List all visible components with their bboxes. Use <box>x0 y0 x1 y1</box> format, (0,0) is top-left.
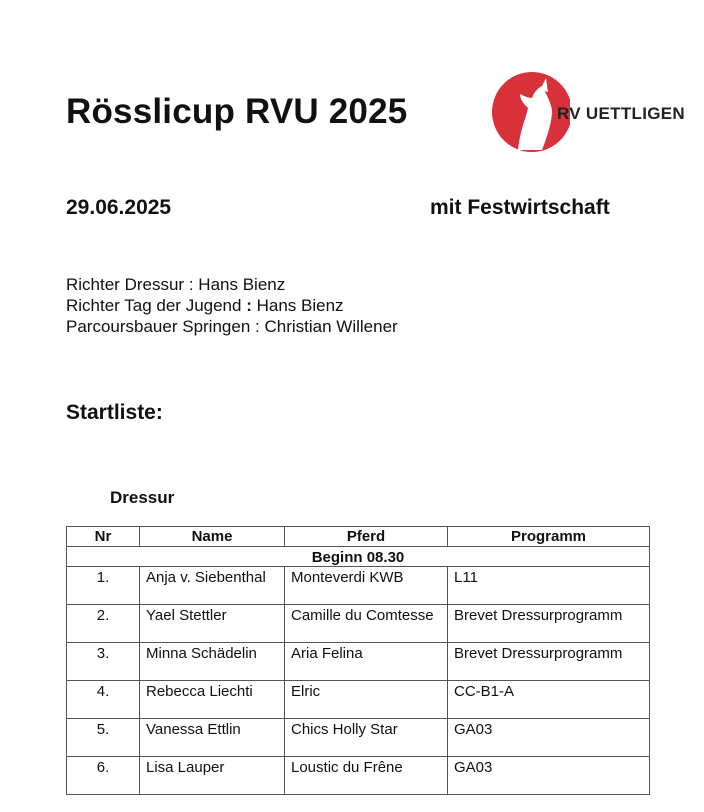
cell-nr: 3. <box>67 643 140 681</box>
table-row <box>67 643 650 681</box>
event-date: 29.06.2025 <box>66 196 172 219</box>
table-row <box>67 757 650 795</box>
begin-time: Beginn 08.30 <box>67 547 650 567</box>
column-header-pferd: Pferd <box>285 527 448 547</box>
cell-pferd: Elric <box>285 681 448 719</box>
cell-nr: 6. <box>67 757 140 795</box>
column-header-nr: Nr <box>67 527 140 547</box>
cell-programm: GA03 <box>448 719 650 757</box>
official-name: Hans Bienz <box>256 296 344 315</box>
cell-pferd: Camille du Comtesse <box>285 605 448 643</box>
begin-row <box>67 547 650 567</box>
cell-nr: 4. <box>67 681 140 719</box>
cell-nr: 1. <box>67 567 140 605</box>
cell-pferd: Monteverdi KWB <box>285 567 448 605</box>
cell-programm: GA03 <box>448 757 650 795</box>
cell-pferd: Chics Holly Star <box>285 719 448 757</box>
officials-list <box>66 274 398 337</box>
table-row <box>67 605 650 643</box>
table-row <box>67 681 650 719</box>
cell-programm: CC-B1-A <box>448 681 650 719</box>
cell-name: Yael Stettler <box>140 605 285 643</box>
cell-name: Vanessa Ettlin <box>140 719 285 757</box>
official-label: Richter Tag der Jugend <box>66 296 242 315</box>
official-separator: : <box>188 275 194 294</box>
table-row <box>67 567 650 605</box>
cell-nr: 5. <box>67 719 140 757</box>
cell-name: Rebecca Liechti <box>140 681 285 719</box>
official-name: Hans Bienz <box>198 275 286 294</box>
cell-pferd: Aria Felina <box>285 643 448 681</box>
startliste-heading: Startliste: <box>66 401 163 424</box>
cell-name: Minna Schädelin <box>140 643 285 681</box>
table-row <box>67 719 650 757</box>
table-header-row <box>67 527 650 547</box>
cell-programm: L11 <box>448 567 650 605</box>
official-label: Richter Dressur <box>66 275 185 294</box>
logo-text: RV UETTLIGEN <box>557 104 685 123</box>
official-separator: : <box>255 317 260 336</box>
column-header-name: Name <box>140 527 285 547</box>
cell-programm: Brevet Dressurprogramm <box>448 643 650 681</box>
official-line <box>66 274 398 295</box>
official-label: Parcoursbauer Springen <box>66 317 251 336</box>
column-header-programm: Programm <box>448 527 650 547</box>
page-title: Rösslicup RVU 2025 <box>66 92 408 131</box>
event-extra: mit Festwirtschaft <box>430 196 610 219</box>
official-line <box>66 295 398 316</box>
cell-nr: 2. <box>67 605 140 643</box>
official-separator: : <box>246 296 252 315</box>
cell-pferd: Loustic du Frêne <box>285 757 448 795</box>
cell-name: Lisa Lauper <box>140 757 285 795</box>
cell-programm: Brevet Dressurprogramm <box>448 605 650 643</box>
start-list-table <box>66 526 650 795</box>
cell-name: Anja v. Siebenthal <box>140 567 285 605</box>
official-name: Christian Willener <box>264 317 398 336</box>
official-line <box>66 316 398 337</box>
section-heading-dressur: Dressur <box>110 488 175 507</box>
